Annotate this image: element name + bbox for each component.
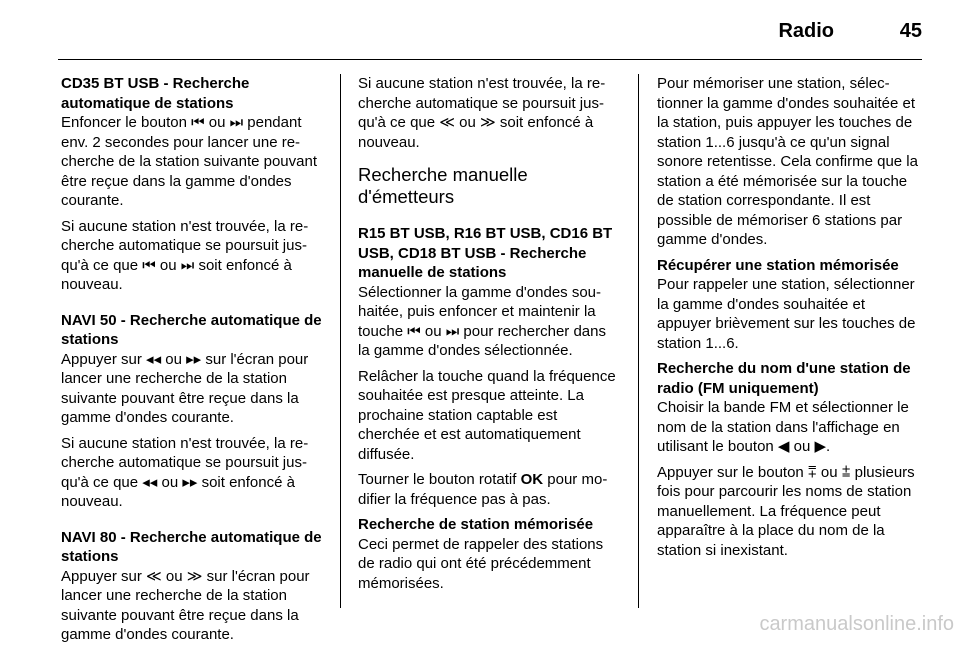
paragraph: Appuyer sur ≪ ou ≫ sur l'écran pour lancer une recherche de la station suivante pouvant être reçue dans la gamme d'ondes courante. bbox=[61, 567, 310, 643]
paragraph: Appuyer sur le bouton ⩱ ou ⩲ plusieurs fois pour parcourir les noms de station manuellement. La fréquence peut apparaître à la place du nom de la station si inexistant. bbox=[657, 463, 915, 559]
section-title-manual-search: Recherche manuelle d'émetteurs bbox=[358, 164, 528, 207]
column-2 bbox=[358, 74, 621, 599]
watermark: carmanualsonline.info bbox=[759, 613, 954, 635]
ok-key-label: OK bbox=[520, 471, 544, 488]
page-number: 45 bbox=[899, 20, 922, 42]
paragraph: Ceci permet de rappeler des stations de radio qui ont été précédemment mémorisées. bbox=[358, 535, 604, 592]
paragraph: Enfoncer le bouton ⏮ ou ⏭ pendant env. 2 secondes pour lancer une recherche de la station suivante pouvant être reçue dans la gamme d'ondes courante. bbox=[61, 114, 318, 209]
paragraph: Choisir la bande FM et sélectionner le nom de la station dans l'affichage en utilisant le bouton ◀ ou ▶. bbox=[657, 399, 909, 455]
text: pour modifier la fréquence pas à pas. bbox=[358, 471, 608, 508]
paragraph bbox=[358, 470, 621, 509]
header-rule bbox=[58, 59, 922, 60]
paragraph: Sélectionner la gamme d'ondes souhaitée, puis enfoncer et maintenir la touche ⏮ ou ⏭ pour rechercher dans la gamme d'ondes sélectionnée. bbox=[358, 283, 606, 359]
section-heading-navi50: NAVI 50 - Recherche automatique de stations bbox=[61, 311, 322, 348]
section-heading-cd35: CD35 BT USB - Recherche automatique de stations bbox=[61, 75, 250, 112]
column-3 bbox=[657, 74, 920, 566]
paragraph: Si aucune station n'est trouvée, la recherche automatique se poursuit jusqu'à ce que ≪ ou ≫ soit enfoncé à nouveau. bbox=[358, 75, 606, 151]
paragraph: Relâcher la touche quand la fréquence souhaitée est presque atteinte. La prochaine station captable est cherchée et est automatiquement diffusée. bbox=[358, 367, 616, 463]
column-1 bbox=[61, 74, 324, 651]
text: Tourner le bouton rotatif bbox=[358, 471, 521, 488]
section-heading-memorized: Recherche de station mémorisée bbox=[358, 516, 594, 533]
section-heading-station-name: Recherche du nom d'une station de radio (FM uniquement) bbox=[657, 360, 911, 397]
section-heading-r15: R15 BT USB, R16 BT USB, CD16 BT USB, CD18 BT USB - Recherche manuelle de stations bbox=[358, 225, 613, 281]
paragraph: Pour mémoriser une station, sélectionner la gamme d'ondes souhaitée et la station, puis appuyer les touches de station 1...6 jusqu'à ce qu'un signal sonore retentisse. Cela confirme que la station a été mémorisée sur la touche de station correspondante. Il est possible de mémoriser 6 stations par gamme d'ondes. bbox=[657, 75, 918, 248]
page-header bbox=[0, 0, 960, 60]
page-title: Radio bbox=[778, 20, 834, 42]
paragraph: Pour rappeler une station, sélectionner la gamme d'ondes souhaitée et appuyer brièvement sur les touches de station 1...6. bbox=[657, 276, 916, 352]
paragraph: Appuyer sur ◂◂ ou ▸▸ sur l'écran pour lancer une recherche de la station suivante pouvant être reçue dans la gamme d'ondes courante. bbox=[61, 350, 309, 426]
paragraph: Si aucune station n'est trouvée, la recherche automatique se poursuit jusqu'à ce que ⏮ ou ⏭ soit enfoncé à nouveau. bbox=[61, 217, 309, 293]
section-heading-navi80: NAVI 80 - Recherche automatique de stations bbox=[61, 528, 322, 565]
section-heading-recall: Récupérer une station mémorisée bbox=[657, 256, 899, 274]
column-divider bbox=[638, 74, 639, 608]
paragraph: Si aucune station n'est trouvée, la recherche automatique se poursuit jusqu'à ce que ◂◂ ou ▸▸ soit enfoncé à nouveau. bbox=[61, 434, 309, 510]
column-divider bbox=[340, 74, 341, 608]
